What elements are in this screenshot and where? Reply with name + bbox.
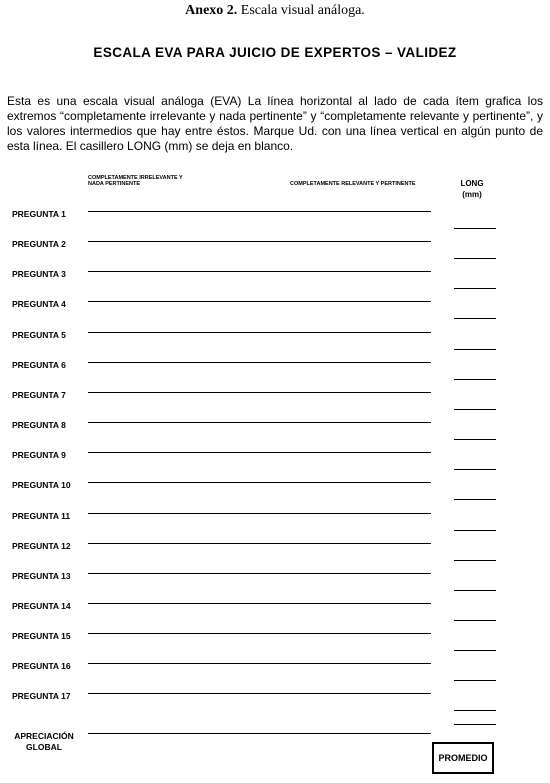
question-scale-line[interactable] [88, 452, 431, 453]
global-label-line-2: GLOBAL [26, 741, 62, 752]
average-box [432, 742, 494, 774]
question-scale-line[interactable] [88, 543, 431, 544]
long-header-label: LONG [460, 179, 484, 188]
question-long-field[interactable] [454, 710, 496, 711]
question-label: PREGUNTA 16 [12, 661, 71, 672]
question-scale-line[interactable] [88, 332, 431, 333]
average-label: PROMEDIO [438, 753, 488, 763]
question-long-field[interactable] [454, 349, 496, 350]
page-title: ESCALA EVA PARA JUICIO DE EXPERTOS – VALIDEZ [93, 45, 457, 60]
question-label: PREGUNTA 8 [12, 420, 66, 431]
question-label: PREGUNTA 5 [12, 329, 66, 340]
question-scale-line[interactable] [88, 693, 431, 694]
question-long-field[interactable] [454, 228, 496, 229]
question-label: PREGUNTA 2 [12, 239, 66, 250]
global-appraisal-scale-line[interactable] [88, 733, 431, 734]
question-long-field[interactable] [454, 530, 496, 531]
scale-left-anchor-label: COMPLETAMENTE IRRELEVANTE Y NADA PERTINENTE [88, 175, 183, 187]
question-long-field[interactable] [454, 590, 496, 591]
question-label: PREGUNTA 13 [12, 570, 71, 581]
question-long-field[interactable] [454, 469, 496, 470]
question-long-field[interactable] [454, 680, 496, 681]
long-header-unit: (mm) [462, 190, 482, 199]
question-long-field[interactable] [454, 620, 496, 621]
question-label: PREGUNTA 14 [12, 600, 71, 611]
question-scale-line[interactable] [88, 573, 431, 574]
question-scale-line[interactable] [88, 362, 431, 363]
question-long-field[interactable] [454, 318, 496, 319]
question-label: PREGUNTA 12 [12, 540, 71, 551]
question-label: PREGUNTA 15 [12, 631, 71, 642]
question-label: PREGUNTA 6 [12, 359, 66, 370]
question-scale-line[interactable] [88, 271, 431, 272]
annex-title: Escala visual análoga. [240, 3, 365, 18]
question-scale-line[interactable] [88, 301, 431, 302]
question-label: PREGUNTA 4 [12, 299, 66, 310]
question-scale-line[interactable] [88, 392, 431, 393]
annex-label: Anexo 2. [185, 3, 238, 18]
question-long-field[interactable] [454, 409, 496, 410]
question-long-field[interactable] [454, 439, 496, 440]
question-scale-line[interactable] [88, 663, 431, 664]
question-label: PREGUNTA 7 [12, 389, 66, 400]
question-scale-line[interactable] [88, 513, 431, 514]
instructions-paragraph: Esta es una escala visual análoga (EVA) La línea horizontal al lado de cada ítem grafica los extremos “completamente irrelevante y nada pertinente” y “completamente relevante y pertinente”, y los valores intermedios que hay entre éstos. Marque Ud. con una línea vertical en algún punto de esta línea. El casillero LONG (mm) se deja en blanco. [7, 94, 543, 153]
question-scale-line[interactable] [88, 603, 431, 604]
question-label: PREGUNTA 10 [12, 480, 71, 491]
question-long-field[interactable] [454, 288, 496, 289]
scale-right-anchor-label: COMPLETAMENTE RELEVANTE Y PERTINENTE [290, 181, 416, 187]
question-long-field[interactable] [454, 499, 496, 500]
question-scale-line[interactable] [88, 211, 431, 212]
question-label: PREGUNTA 3 [12, 269, 66, 280]
question-label: PREGUNTA 1 [12, 209, 66, 219]
question-label: PREGUNTA 17 [12, 691, 71, 702]
question-scale-line[interactable] [88, 482, 431, 483]
question-long-field[interactable] [454, 560, 496, 561]
global-label-line-1: APRECIACIÓN [14, 730, 74, 741]
question-long-field[interactable] [454, 650, 496, 651]
annex-heading [0, 3, 550, 19]
question-label: PREGUNTA 9 [12, 450, 66, 461]
question-scale-line[interactable] [88, 422, 431, 423]
global-appraisal-long-field[interactable] [454, 724, 496, 725]
long-column-header [449, 178, 495, 200]
question-scale-line[interactable] [88, 633, 431, 634]
question-long-field[interactable] [454, 379, 496, 380]
question-long-field[interactable] [454, 258, 496, 259]
question-label: PREGUNTA 11 [12, 510, 71, 521]
global-appraisal-label [11, 731, 77, 753]
question-scale-line[interactable] [88, 241, 431, 242]
